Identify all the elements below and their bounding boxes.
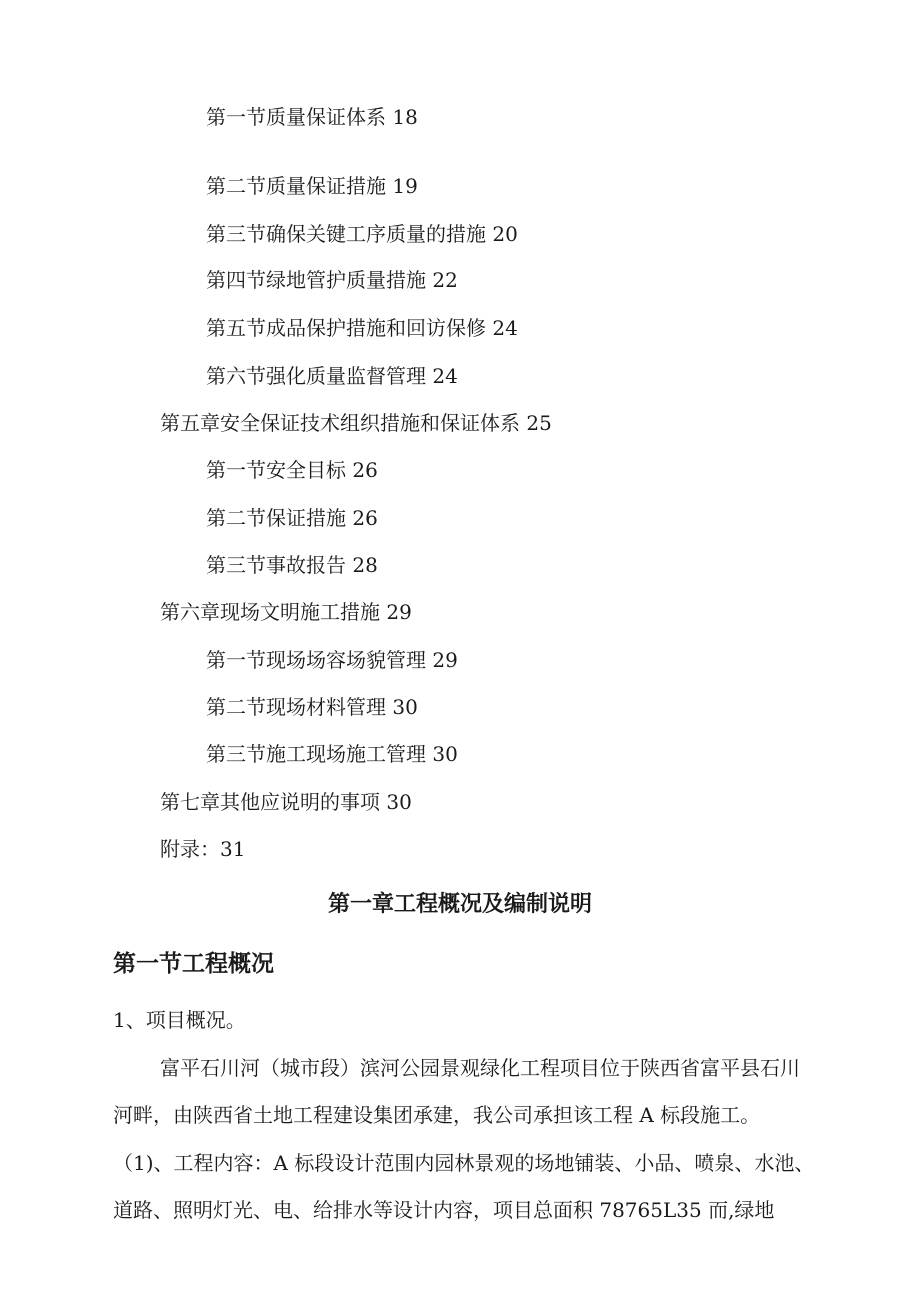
chapter-title: 第一章工程概况及编制说明: [327, 892, 592, 917]
toc-entry[interactable]: 第二节保证措施 26: [206, 506, 378, 530]
toc-entry[interactable]: 第二节现场材料管理 30: [206, 695, 418, 719]
toc-entry[interactable]: 第三节确保关键工序质量的措施 20: [206, 222, 518, 246]
toc-entry[interactable]: 第一节现场场容场貌管理 29: [206, 648, 458, 672]
toc-chapter-entry[interactable]: 第七章其他应说明的事项 30: [160, 790, 412, 814]
toc-entry[interactable]: 第三节事故报告 28: [206, 553, 378, 577]
toc-entry[interactable]: 第六节强化质量监督管理 24: [206, 364, 458, 388]
toc-entry[interactable]: 第一节质量保证体系 18: [206, 105, 418, 129]
toc-entry[interactable]: 第四节绿地管护质量措施 22: [206, 268, 458, 292]
toc-entry[interactable]: 第五节成品保护措施和回访保修 24: [206, 316, 518, 340]
toc-entry[interactable]: 第三节施工现场施工管理 30: [206, 742, 458, 766]
toc-chapter-entry[interactable]: 第六章现场文明施工措施 29: [160, 600, 412, 624]
section-title: 第一节工程概况: [113, 951, 274, 977]
toc-entry[interactable]: 第二节质量保证措施 19: [206, 174, 418, 198]
toc-chapter-entry[interactable]: 第五章安全保证技术组织措施和保证体系 25: [160, 411, 552, 435]
toc-appendix-entry[interactable]: 附录：31: [160, 837, 246, 861]
toc-entry[interactable]: 第一节安全目标 26: [206, 458, 378, 482]
item-heading: 1、项目概况。: [113, 1008, 246, 1032]
paragraph-line: 富平石川河（城市段）滨河公园景观绿化工程项目位于陕西省富平县石川: [160, 1056, 800, 1080]
paragraph-line: 河畔，由陕西省土地工程建设集团承建，我公司承担该工程 A 标段施工。: [113, 1103, 761, 1127]
paragraph-line: 道路、照明灯光、电、给排水等设计内容，项目总面积 78765L35 而,绿地: [113, 1198, 775, 1222]
paragraph-line: （1)、工程内容：A 标段设计范围内园林景观的场地铺装、小品、喷泉、水池、: [113, 1151, 815, 1175]
